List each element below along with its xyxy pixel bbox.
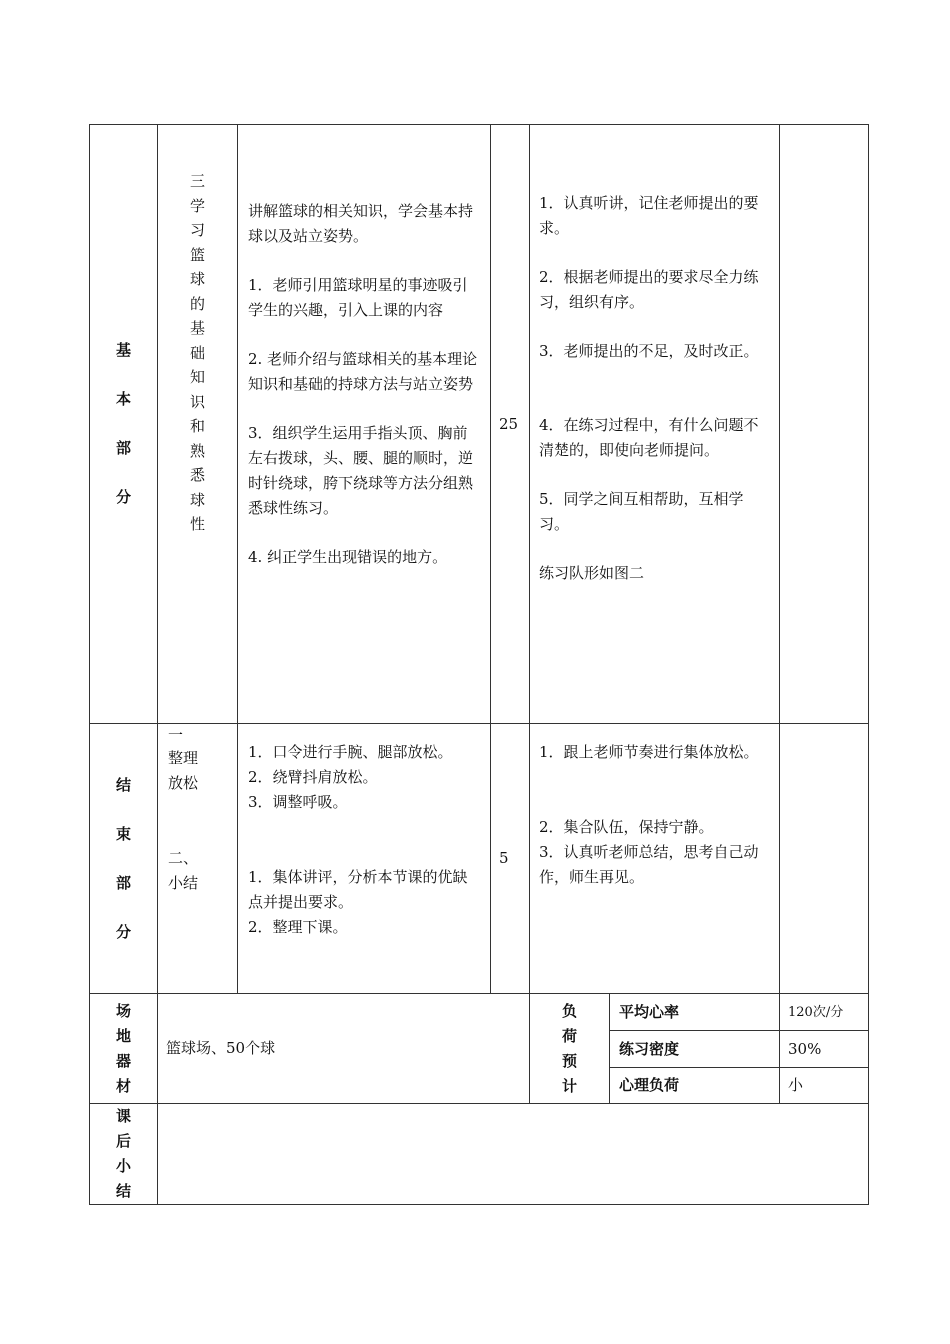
density-label: 练习密度 [610, 1031, 780, 1068]
ending-student-activity: 1．跟上老师节奏进行集体放松。 2．集合队伍，保持宁静。 3．认真听老师总结，思考自己动作，师生再见。 [530, 724, 780, 994]
basic-notes [780, 125, 869, 724]
summary-row [90, 1104, 869, 1205]
basic-section-label: 基 本 部 分 [90, 125, 158, 724]
ending-time: 5 [491, 724, 530, 994]
student-paragraph: 5．同学之间互相帮助，互相学习。 [539, 490, 744, 533]
student-paragraph: 3．老师提出的不足，及时改正。 [539, 342, 759, 360]
mental-load-label: 心理负荷 [610, 1068, 780, 1104]
ending-section-label: 结 束 部 分 [90, 724, 158, 994]
heart-rate-label: 平均心率 [610, 994, 780, 1031]
basic-student-activity [530, 125, 780, 724]
content-paragraph: 讲解篮球的相关知识，学会基本持球以及站立姿势。 [248, 202, 474, 245]
ending-topic: 一 整理放松 二、 小结 [158, 724, 238, 994]
ending-notes [780, 724, 869, 994]
ending-teaching-content: 1．口令进行手腕、腿部放松。 2．绕臂抖肩放松。 3．调整呼吸。 1．集体讲评，分析本节课的优缺点并提出要求。 2．整理下课。 [238, 724, 491, 994]
mental-load-value: 小 [780, 1068, 869, 1104]
lesson-plan-table [89, 124, 869, 1205]
heart-rate-value: 120次/分 [780, 994, 869, 1031]
density-value: 30% [780, 1031, 869, 1068]
student-paragraph: 练习队形如图二 [539, 564, 645, 582]
content-paragraph: 3．组织学生运用手指头顶、胸前左右拨球，头、腰、腿的顺时，逆时针绕球，胯下绕球等方法分组熟悉球性练习。 [248, 424, 474, 517]
summary-label: 课 后 小 结 [90, 1104, 158, 1205]
venue-row-1 [90, 994, 869, 1031]
load-label: 负 荷 预 计 [530, 994, 610, 1104]
basic-topic: 三 学 习 篮 球 的 基 础 知 识 和 熟 悉 球 性 [158, 125, 238, 724]
basic-section-row [90, 125, 869, 724]
content-paragraph: 2. 老师介绍与篮球相关的基本理论知识和基础的持球方法与站立姿势 [248, 350, 478, 393]
ending-section-row [90, 724, 869, 994]
venue-value: 篮球场、50个球 [158, 994, 530, 1104]
student-paragraph: 1．认真听讲，记住老师提出的要求。 [539, 194, 759, 237]
content-paragraph: 4. 纠正学生出现错误的地方。 [248, 548, 448, 566]
student-paragraph: 2．根据老师提出的要求尽全力练习，组织有序。 [539, 268, 759, 311]
summary-value [158, 1104, 869, 1205]
basic-teaching-content [238, 125, 491, 724]
basic-time: 25 [491, 125, 530, 724]
venue-label: 场 地 器 材 [90, 994, 158, 1104]
content-paragraph: 1．老师引用篮球明星的事迹吸引学生的兴趣，引入上课的内容 [248, 276, 468, 319]
student-paragraph: 4．在练习过程中，有什么问题不清楚的，即使向老师提问。 [539, 416, 759, 459]
